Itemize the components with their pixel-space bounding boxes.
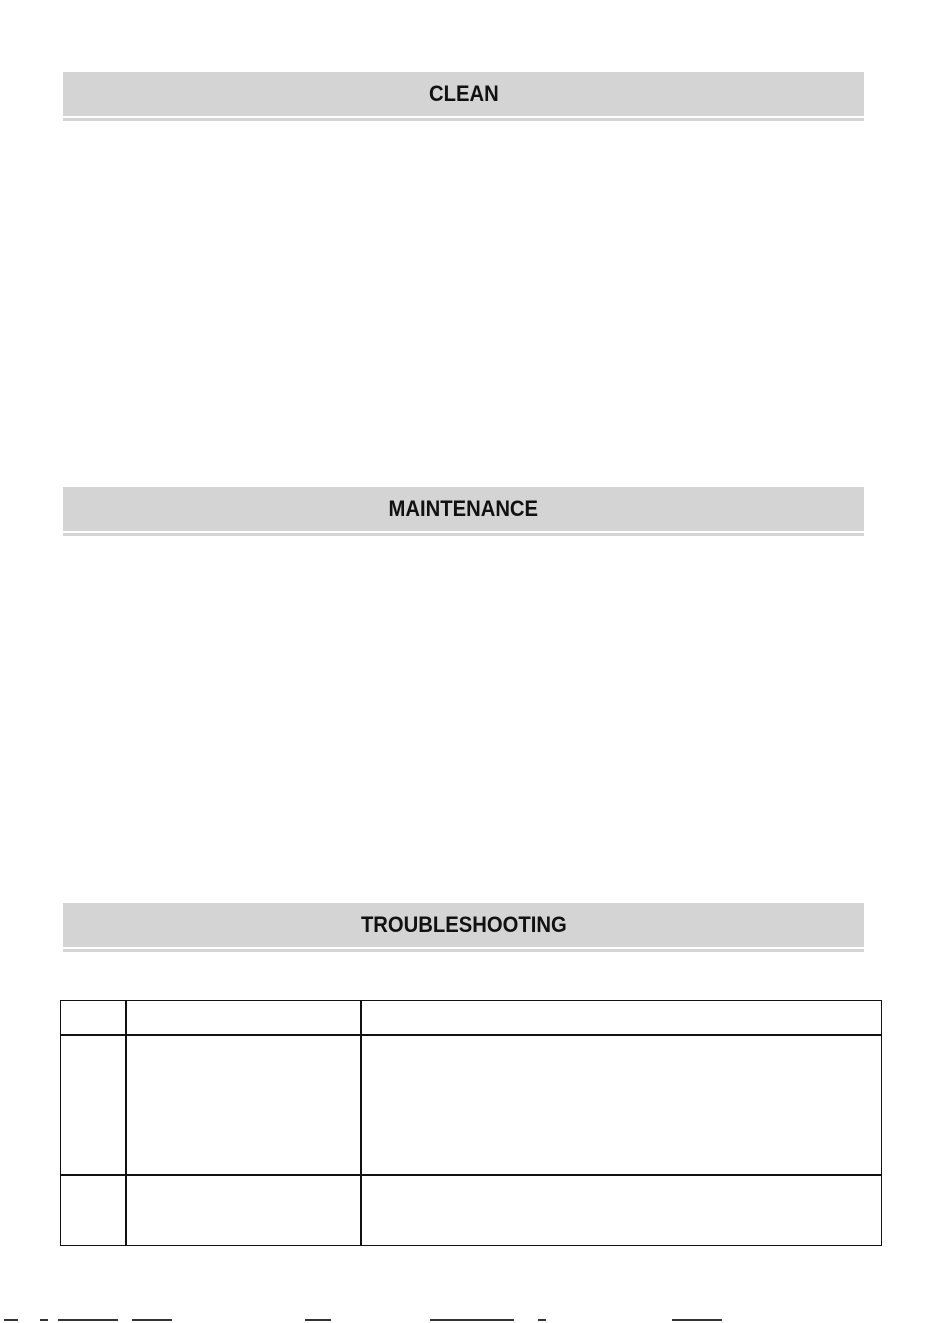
cropped-text-fragment xyxy=(538,1319,546,1321)
table-row-divider xyxy=(61,1174,881,1176)
table-column-divider-2 xyxy=(360,1001,362,1245)
section-divider-maintenance xyxy=(63,533,864,536)
cropped-text-fragment xyxy=(58,1319,118,1321)
section-header-maintenance xyxy=(63,487,864,531)
section-divider-troubleshooting xyxy=(63,949,864,952)
section-title-maintenance: MAINTENANCE xyxy=(388,496,539,521)
cropped-text-fragment xyxy=(305,1319,331,1321)
table-header-divider xyxy=(61,1034,881,1036)
section-divider-clean xyxy=(63,118,864,121)
cropped-text-fragment xyxy=(40,1319,48,1321)
section-title-troubleshooting: TROUBLESHOOTING xyxy=(360,912,567,937)
cropped-text-fragment xyxy=(672,1319,722,1321)
table-column-divider-1 xyxy=(125,1001,127,1245)
troubleshooting-table xyxy=(60,1000,882,1246)
cropped-text-fragment xyxy=(4,1319,18,1321)
section-header-troubleshooting xyxy=(63,903,864,947)
cropped-text-fragment xyxy=(430,1319,514,1321)
section-title-clean: CLEAN xyxy=(428,81,499,106)
section-header-clean xyxy=(63,72,864,116)
cropped-text-fragment xyxy=(132,1319,172,1321)
cropped-footer-text xyxy=(0,1318,932,1323)
